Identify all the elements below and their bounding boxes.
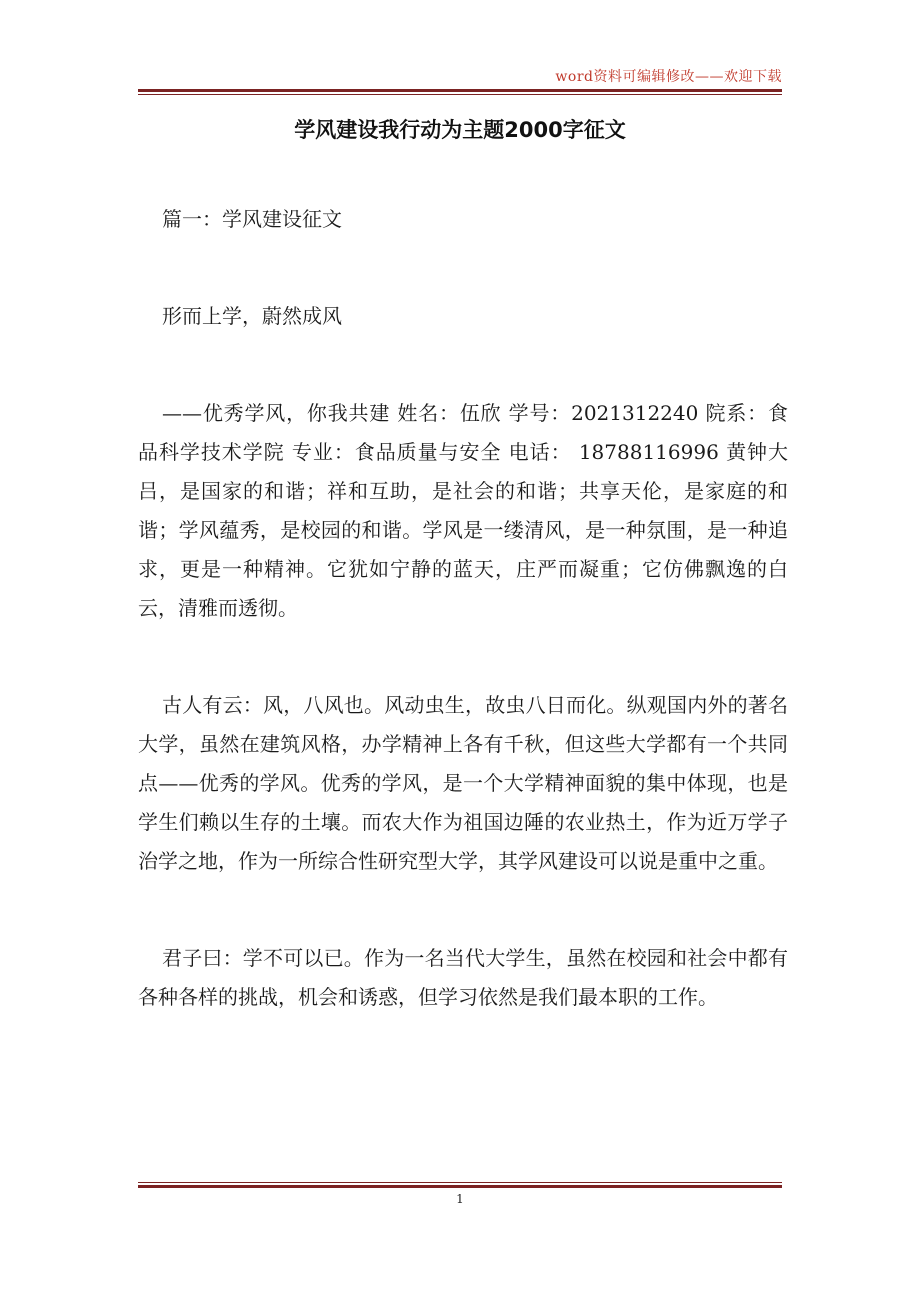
document-body bbox=[138, 200, 788, 1075]
paragraph: 古人有云：风，八风也。风动虫生，故虫八日而化。纵观国内外的著名大学，虽然在建筑风格，办学精神上各有千秋，但这些大学都有一个共同点——优秀的学风。优秀的学风，是一个大学精神面貌的集中体现，也是学生们赖以生存的土壤。而农大作为祖国边陲的农业热土，作为近万学子治学之地，作为一所综合性研究型大学，其学风建设可以说是重中之重。 bbox=[138, 693, 788, 873]
header-rule bbox=[138, 89, 782, 95]
header-note: word资料可编辑修改——欢迎下载 bbox=[555, 69, 782, 85]
essay-title: 形而上学，蔚然成风 bbox=[162, 304, 342, 328]
paragraph: ——优秀学风，你我共建 姓名：伍欣 学号：2021312240 院系：食品科学技术学院 专业：食品质量与安全 电话： 18788116996 黄钟大吕，是国家的和谐；祥和互助，是社会的和谐；共享天伦，是家庭的和谐；学风蕴秀，是校园的和谐。学风是一缕清风，是一种氛围，是一种追求，更是一种精神。它犹如宁静的蓝天，庄严而凝重；它仿佛飘逸的白云，清雅而透彻。 bbox=[138, 401, 788, 620]
paragraph: 君子曰：学不可以已。作为一名当代大学生，虽然在校园和社会中都有各种各样的挑战，机会和诱惑，但学习依然是我们最本职的工作。 bbox=[138, 946, 788, 1009]
page-number: 1 bbox=[456, 1192, 464, 1206]
document-title: 学风建设我行动为主题2000字征文 bbox=[294, 118, 626, 142]
footer-rule bbox=[138, 1182, 782, 1188]
section-heading: 篇一：学风建设征文 bbox=[162, 207, 342, 231]
